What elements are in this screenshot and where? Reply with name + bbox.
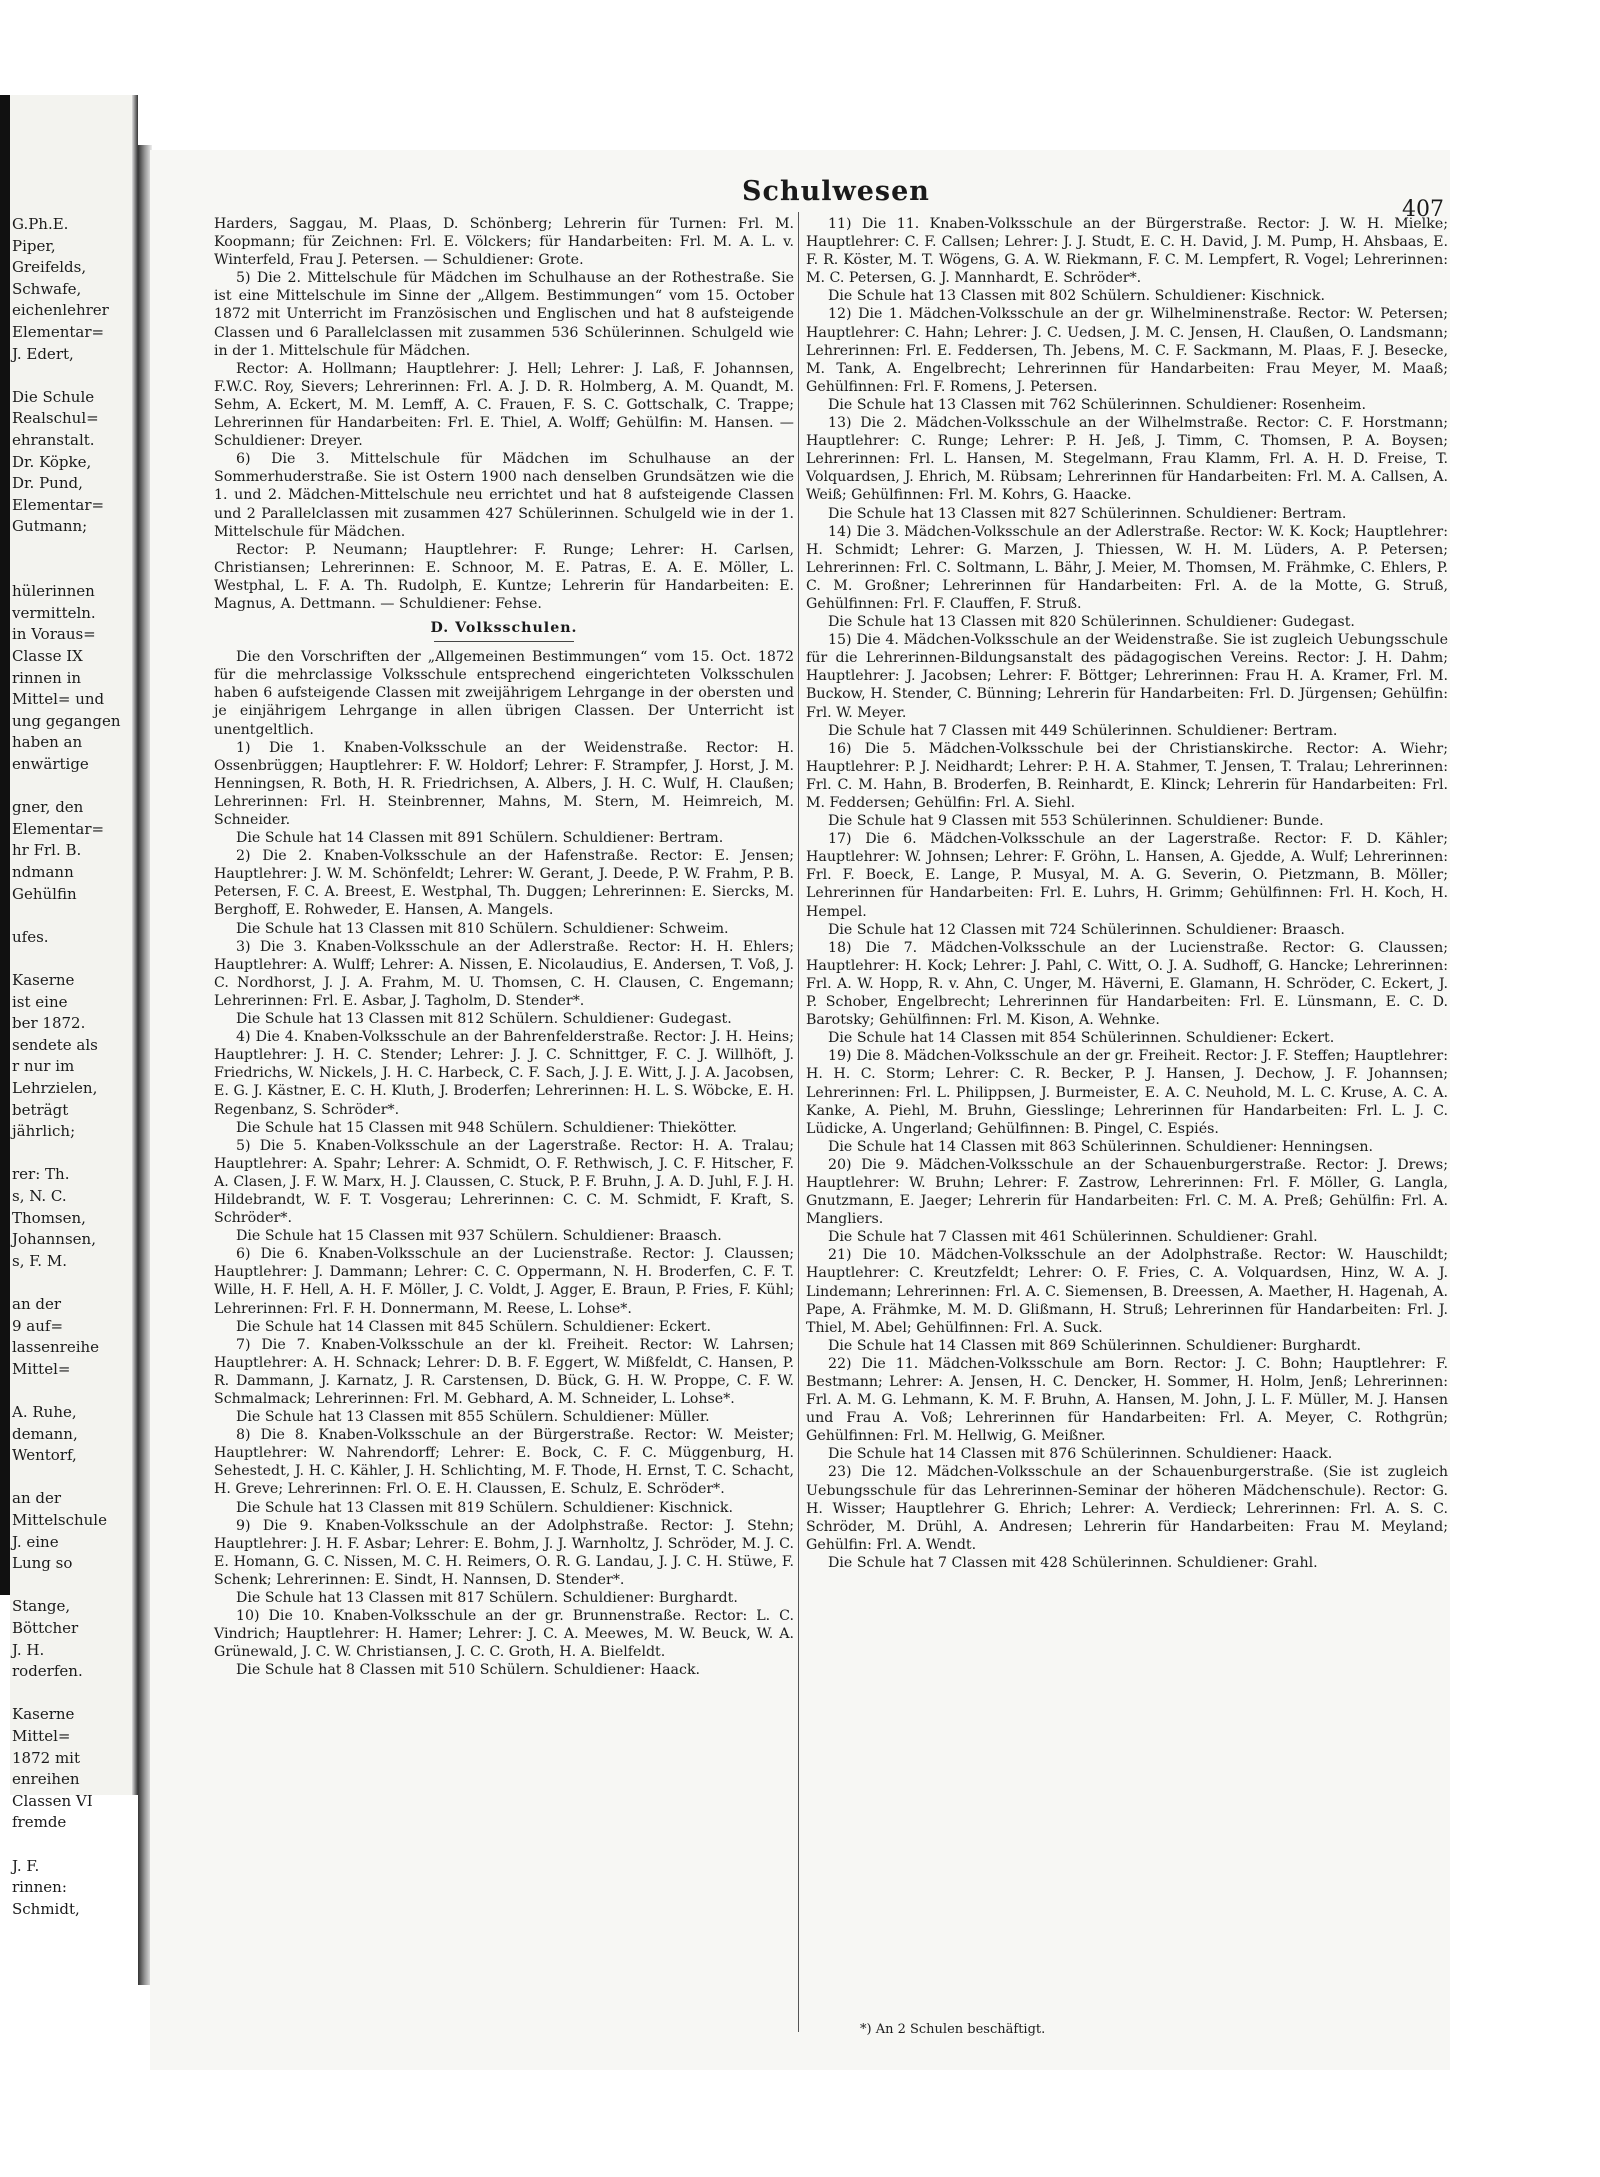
paragraph: Rector: A. Hollmann; Hauptlehrer: J. Hell; Lehrer: J. Laß, F. Johannsen, F.W.C. Roy, Sievers; Lehrerinnen: Frl. A. J. D. R. Holmberg, A. M. Quandt, M. Sehm, A. Eckert, M. M. Lemff, A. C. Frauen, F. S. C. Gottschalk, C. Trappe; Lehrerinnen für Handarbeiten: Frl. E. Thiel, A. Wolff; Gehülfin: M. Hansen. — Schuldiener: Dreyer.: [214, 360, 794, 450]
left-page-fragment: s, N. C.: [12, 1187, 67, 1205]
left-page-fragment: Mittel= und: [12, 690, 105, 709]
left-page-fragment: beträgt: [12, 1100, 69, 1119]
left-page-fragment: ndmann: [12, 863, 74, 881]
left-page-fragment: Elementar=: [12, 323, 105, 341]
page-title: Schulwesen: [742, 176, 930, 207]
paragraph: Die Schule hat 7 Classen mit 428 Schülerinnen. Schuldiener: Grahl.: [828, 1554, 1318, 1571]
left-page-fragment: Thomsen,: [12, 1208, 86, 1227]
paragraph: Die Schule hat 14 Classen mit 869 Schülerinnen. Schuldiener: Burghardt.: [828, 1337, 1362, 1354]
left-page-fragment: r nur im: [12, 1057, 75, 1076]
left-page-fragment: haben an: [12, 733, 83, 752]
paragraph: 9) Die 9. Knaben-Volksschule an der Adolphstraße. Rector: J. Stehn; Hauptlehrer: J. H. F. Asbar; Lehrer: E. Bohm, J. J. Warnholtz, J. Schröder, M. J. C. E. Homann, G. C. Nissen, M. C. H. Reimers, O. R. G. Landau, J. J. C. H. Stüwe, F. Schenk; Lehrerinnen: E. Sindt, H. Nannsen, D. Stender*.: [214, 1517, 794, 1588]
paragraph: 6) Die 6. Knaben-Volksschule an der Lucienstraße. Rector: J. Claussen; Hauptlehrer: J. Dammann; Lehrer: C. C. Oppermann, N. H. Broderfen, C. F. T. Wille, H. F. Hell, A. H. F. Möller, J. C. Voldt, J. Agger, E. Braun, P. Fries, F. Kühl; Lehrerinnen: Frl. F. H. Donnermann, M. Reese, L. Lohse*.: [214, 1246, 794, 1317]
paragraph: Die Schule hat 8 Classen mit 510 Schülern. Schuldiener: Haack.: [236, 1662, 701, 1679]
paragraph: 20) Die 9. Mädchen-Volksschule an der Schauenburgerstraße. Rector: J. Drews; Hauptlehrer: W. Bruhn; Lehrer: F. Zastrow, Lehrerinnen: Frl. F. Möller, G. Langla, Gnutzmann, E. Jaeger; Lehrerin für Handarbeiten: Frl. C. M. A. Preß; Gehülfin: Frl. A. Mangliers.: [806, 1156, 1448, 1228]
left-page-fragment: eichenlehrer: [12, 301, 109, 320]
paragraph: Die Schule hat 13 Classen mit 820 Schülerinnen. Schuldiener: Gudegast.: [828, 614, 1355, 631]
scan-margin: [0, 95, 10, 1595]
left-page-fragment: Classen VI: [12, 1791, 93, 1810]
left-page-fragment: Böttcher: [12, 1619, 79, 1637]
left-page-fragment: rer: Th.: [12, 1165, 70, 1184]
paragraph: 11) Die 11. Knaben-Volksschule an der Bürgerstraße. Rector: J. W. H. Mielke; Hauptlehrer: C. F. Callsen; Lehrer: J. J. Studt, E. C. H. David, J. M. Pump, H. Ahsbaas, E. F. R. Köster, M. T. Wögens, G. A. W. Riekmann, F. C. M. Lempfert, R. Vogel; Lehrerinnen: M. C. Petersen, G. J. Mannhardt, E. Schröder*.: [806, 216, 1448, 287]
heading-rule: [434, 641, 574, 642]
paragraph: Die Schule hat 13 Classen mit 762 Schülerinnen. Schuldiener: Rosenheim.: [828, 396, 1367, 413]
paragraph: 5) Die 5. Knaben-Volksschule an der Lagerstraße. Rector: H. A. Tralau; Hauptlehrer: A. Spahr; Lehrer: A. Schmidt, O. F. Rethwisch, J. C. F. Hitscher, F. A. Clasen, J. F. W. Marx, H. J. Claussen, C. Stuck, P. F. Bruhn, J. A. D. Juhl, F. J. H. Hildebrandt, W. F. T. Vosgerau; Lehrerinnen: C. C. M. Schmidt, F. Kraft, S. Schröder*.: [214, 1137, 794, 1227]
left-page-fragment: J. F.: [12, 1856, 40, 1875]
left-page-fragment: J. H.: [12, 1640, 45, 1659]
left-page-fragment: Gutmann;: [12, 517, 88, 536]
left-page-fragment: hr Frl. B.: [12, 841, 82, 860]
paragraph: Die Schule hat 13 Classen mit 819 Schülern. Schuldiener: Kischnick.: [236, 1499, 733, 1516]
left-page-fragment: Elementar=: [12, 495, 105, 514]
left-page-fragment: Mittel=: [12, 1359, 71, 1378]
paragraph: Die Schule hat 14 Classen mit 891 Schülern. Schuldiener: Bertram.: [236, 830, 724, 847]
left-page-fragment: enreihen: [12, 1770, 80, 1789]
paragraph: 18) Die 7. Mädchen-Volksschule an der Lucienstraße. Rector: G. Claussen; Hauptlehrer: H. Kock; Lehrer: J. Pahl, C. Witt, O. J. A. Sudhoff, G. Hancke; Lehrerinnen: Frl. A. W. Hopp, R. v. Ahn, C. Unger, M. Häverni, E. Glamann, H. Schröder, C. Eckert, J. P. Schober, Engelbrecht; Lehrerinnen für Handarbeiten: Frl. E. Lünsmann, E. C. D. Barotsky; Gehülfinnen: Frl. M. Kison, A. Wehnke.: [806, 939, 1448, 1029]
paragraph: 13) Die 2. Mädchen-Volksschule an der Wilhelmstraße. Rector: C. F. Horstmann; Hauptlehrer: C. Runge; Lehrer: P. H. Jeß, J. Timm, C. Thomsen, P. A. Boysen; Lehrerinnen: Frl. L. Hansen, M. Stegelmann, Frau Klamm, Frl. A. H. D. Freise, T. Volquardsen, J. Ehrich, M. Rübsam; Lehrerinnen für Handarbeiten: Frl. M. A. Callsen, A. Weiß; Gehülfinnen: Frl. M. Kohrs, G. Haacke.: [806, 415, 1448, 504]
paragraph: Die Schule hat 7 Classen mit 449 Schülerinnen. Schuldiener: Bertram.: [828, 722, 1338, 739]
paragraph: Die Schule hat 12 Classen mit 724 Schülerinnen. Schuldiener: Braasch.: [828, 921, 1345, 938]
left-page-fragment: ber 1872.: [12, 1014, 86, 1033]
left-page-fragment: Elementar=: [12, 819, 105, 838]
left-page-fragment: sendete als: [12, 1035, 98, 1054]
paragraph: Die Schule hat 7 Classen mit 461 Schülerinnen. Schuldiener: Grahl.: [828, 1229, 1318, 1246]
section-heading: D. Volksschulen.: [430, 620, 578, 637]
paragraph: 21) Die 10. Mädchen-Volksschule an der Adolphstraße. Rector: W. Hauschildt; Hauptlehrer: C. Kreutzfeldt; Lehrer: O. F. Fries, C. A. Volquardsen, Hinz, W. A. J. Lindemann; Lehrerinnen: Frl. A. C. Siemensen, B. Dreessen, A. Maether, H. Hagenah, A. Pape, A. Frähmke, M. M. D. Glißmann, H. Struß; Lehrerinnen für Handarbeiten: Frl. J. Thiel, M. Abel; Gehülfinnen: Frl. A. Suck.: [806, 1247, 1448, 1336]
paragraph: 16) Die 5. Mädchen-Volksschule bei der Christianskirche. Rector: A. Wiehr; Hauptlehrer: P. J. Neidhardt; Lehrer: P. H. A. Stahmer, T. Jensen, T. Tralau; Lehrerinnen: Frl. C. M. Hahn, B. Broderfen, B. Reinhardt, E. Klinck; Lehrerin für Handarbeiten: Frl. M. Feddersen; Gehülfin: Frl. A. Siehl.: [806, 740, 1448, 811]
paragraph: 1) Die 1. Knaben-Volksschule an der Weidenstraße. Rector: H. Ossenbrüggen; Hauptlehrer: F. W. Holdorf; Lehrer: F. Strampfer, J. Horst, J. M. Henningsen, R. Both, H. R. Friedrichsen, A. Albers, J. H. C. Wulf, H. Claußen; Lehrerinnen: Frl. H. Steinbrenner, Mahns, M. Stern, M. Heimreich, M. Schneider.: [214, 739, 794, 828]
paragraph: 23) Die 12. Mädchen-Volksschule an der Schauenburgerstraße. (Sie ist zugleich Uebungsschule für das Lehrerinnen-Seminar der höheren Mädchenschule). Rector: G. H. Wisser; Hauptlehrer G. Ehrich; Lehrer: A. Verdieck; Lehrerinnen: Frl. A. S. C. Schröder, M. Drühl, A. Andresen; Lehrerin für Handarbeiten: Frau M. Meyland; Gehülfin: Frl. A. Wendt.: [806, 1464, 1448, 1553]
left-page-edge: [10, 95, 138, 1918]
left-page-fragment: rinnen in: [12, 668, 82, 687]
left-page-fragment: vermitteln.: [12, 603, 96, 622]
left-page-fragment: Classe IX: [12, 647, 83, 665]
paragraph: Die Schule hat 9 Classen mit 553 Schülerinnen. Schuldiener: Bunde.: [828, 813, 1324, 830]
left-page-fragment: Schmidt,: [12, 1899, 80, 1918]
paragraph: 3) Die 3. Knaben-Volksschule an der Adlerstraße. Rector: H. H. Ehlers; Hauptlehrer: A. Wulff; Lehrer: A. Nissen, E. Nicolaudius, E. Andersen, T. Voß, J. C. Nordhorst, J. J. A. Frahm, M. U. Thomsen, C. H. Clausen, C. Engemann; Lehrerinnen: Frl. E. Asbar, J. Tagholm, D. Stender*.: [214, 938, 794, 1009]
paragraph: Rector: P. Neumann; Hauptlehrer: F. Runge; Lehrer: H. Carlsen, Christiansen; Lehrerinnen: E. Schnoor, M. E. Patras, E. A. E. Möller, L. Westphal, L. F. A. Th. Rudolph, E. Kuntze; Lehrerin für Handarbeiten: E. Magnus, A. Dettmann. — Schuldiener: Fehse.: [214, 541, 794, 612]
left-page-fragment: rinnen:: [12, 1878, 67, 1897]
left-page-fragment: G.Ph.E.: [12, 215, 69, 233]
column-divider: [798, 212, 799, 2032]
left-page-fragment: 1872 mit: [12, 1748, 80, 1767]
paragraph: 14) Die 3. Mädchen-Volksschule an der Adlerstraße. Rector: W. K. Kock; Hauptlehrer: H. Schmidt; Lehrer: G. Marzen, J. Thiessen, W. H. M. Lüders, A. P. Petersen; Lehrerinnen: Frl. C. Soltmann, L. Bähr, J. Meier, M. Thomsen, M. Frähmke, C. Ehlers, P. C. M. Großner; Lehrerinnen für Handarbeiten: Frl. A. de la Motte, G. Struß, Gehülfinnen: Frl. F. Clauffen, F. Struß.: [806, 523, 1448, 612]
left-page-fragment: Dr. Pund,: [12, 474, 83, 493]
left-column: [214, 215, 794, 1680]
left-page-fragment: Die Schule: [12, 387, 95, 406]
left-page-fragment: s, F. M.: [12, 1251, 67, 1270]
left-page-fragment: J. eine: [12, 1532, 59, 1551]
right-column: [806, 215, 1448, 1572]
left-page-fragment: lassenreihe: [12, 1338, 100, 1357]
paragraph: Die Schule hat 13 Classen mit 802 Schülern. Schuldiener: Kischnick.: [828, 288, 1325, 305]
left-page-fragment: fremde: [12, 1813, 67, 1832]
paragraph: Die Schule hat 14 Classen mit 876 Schülerinnen. Schuldiener: Haack.: [828, 1446, 1333, 1463]
left-page-fragment: roderfen.: [12, 1662, 83, 1681]
paragraph: Die Schule hat 13 Classen mit 812 Schülern. Schuldiener: Gudegast.: [236, 1011, 732, 1028]
left-page-fragment: Lehrzielen,: [12, 1079, 98, 1097]
footnote: *) An 2 Schulen beschäftigt.: [860, 2022, 1046, 2037]
paragraph: Die Schule hat 13 Classen mit 810 Schülern. Schuldiener: Schweim.: [236, 920, 729, 937]
paragraph: Die Schule hat 14 Classen mit 863 Schülerinnen. Schuldiener: Henningsen.: [828, 1138, 1374, 1155]
paragraph: 10) Die 10. Knaben-Volksschule an der gr. Brunnenstraße. Rector: L. C. Vindrich; Hauptlehrer: H. Hamer; Lehrer: J. C. A. Meewes, M. W. Beuck, W. A. Grünewald, J. C. W. Christiansen, J. C. C. Groth, H. A. Bielfeldt.: [214, 1608, 794, 1661]
left-page-fragment: gner, den: [12, 798, 84, 817]
paragraph: Die Schule hat 15 Classen mit 937 Schülern. Schuldiener: Braasch.: [236, 1228, 722, 1245]
paragraph: 7) Die 7. Knaben-Volksschule an der kl. Freiheit. Rector: W. Lahrsen; Hauptlehrer: A. H. Schnack; Lehrer: D. B. F. Eggert, W. Mißfeldt, C. Hansen, P. R. Dammann, J. Karnatz, J. R. Carstensen, D. Bück, G. H. W. Proppe, C. F. W. Schmalmack; Lehrerinnen: Frl. M. Gebhard, A. M. Schneider, L. Lohse*.: [214, 1336, 794, 1407]
left-page-fragment: an der: [12, 1489, 62, 1508]
left-page-fragment: Schwafe,: [12, 279, 82, 298]
left-page-fragment: enwärtige: [12, 755, 89, 773]
left-page-fragment: Wentorf,: [12, 1446, 77, 1465]
paragraph: Die Schule hat 15 Classen mit 948 Schülern. Schuldiener: Thiekötter.: [236, 1119, 737, 1136]
paragraph: Harders, Saggau, M. Plaas, D. Schönberg; Lehrerin für Turnen: Frl. M. Koopmann; für Zeichnen: Frl. E. Völckers; für Handarbeiten: Frl. M. A. L. v. Winterfeld, Frau J. Petersen. — Schuldiener: Grote.: [214, 216, 794, 269]
left-page-fragment: Dr. Köpke,: [12, 452, 92, 471]
paragraph: Die Schule hat 13 Classen mit 827 Schülerinnen. Schuldiener: Bertram.: [828, 505, 1347, 522]
paragraph: 6) Die 3. Mittelschule für Mädchen im Schulhause an der Sommerhuderstraße. Sie ist Ostern 1900 nach denselben Grundsätzen wie die 1. und 2. Mädchen-Mittelschule neu errichtet und hat 8 aufsteigende Classen und 2 Parallelclassen mit zusammen 427 Schülerinnen. Schulgeld wie in der 1. Mittelschule für Mädchen.: [214, 451, 794, 540]
left-page-fragment: in Voraus=: [12, 625, 96, 644]
paragraph: 5) Die 2. Mittelschule für Mädchen im Schulhause an der Rothestraße. Sie ist eine Mittelschule im Sinne der „Allgem. Bestimmungen“ vom 15. October 1872 mit Unterricht im Französischen und Englischen und hat 8 aufsteigende Classen und 6 Parallelclassen mit zusammen 536 Schülerinnen. Schulgeld wie in der 1. Mittelschule für Mädchen.: [214, 270, 794, 359]
left-page-fragment: Mittelschule: [12, 1511, 107, 1529]
paragraph: 4) Die 4. Knaben-Volksschule an der Bahrenfelderstraße. Rector: J. H. Heins; Hauptlehrer: J. H. C. Stender; Lehrer: J. J. C. Schnittger, F. C. J. Willhöft, J. Friedrichs, W. Nickels, J. H. C. Harbeck, C. F. Sach, J. J. E. Witt, J. J. A. Jacobsen, E. G. J. Kästner, E. C. H. Kluth, J. Broderfen; Lehrerinnen: H. L. S. Wöbcke, E. H. Regenbanz, S. Schröder*.: [214, 1029, 794, 1118]
paragraph: 22) Die 11. Mädchen-Volksschule am Born. Rector: J. C. Bohn; Hauptlehrer: F. Bestmann; Lehrer: A. Jensen, H. C. Dencker, H. Sommer, H. Holm, Jenß; Lehrerinnen: Frl. A. M. G. Lehmann, K. M. F. Bruhn, A. Hansen, M. John, J. L. F. Müller, M. J. Hansen und Frau A. Voß; Lehrerinnen für Handarbeiten: Frl. A. Meyer, C. Rothgrün; Gehülfinnen: Frl. M. Hellwig, G. Meißner.: [806, 1355, 1448, 1445]
left-page-fragment: Kaserne: [12, 971, 75, 989]
left-page-fragment: jährlich;: [12, 1122, 76, 1141]
left-page-fragment: demann,: [12, 1424, 78, 1443]
left-page-fragment: Johannsen,: [12, 1230, 96, 1249]
left-page-fragment: ufes.: [12, 927, 49, 946]
left-page-fragment: Gehülfin: [12, 884, 77, 903]
left-page-fragment: Stange,: [12, 1597, 71, 1616]
paragraph: 8) Die 8. Knaben-Volksschule an der Bürgerstraße. Rector: W. Meister; Hauptlehrer: W. Nahrendorff; Lehrer: E. Bock, C. F. C. Müggenburg, H. Sehestedt, J. H. C. Kähler, J. H. Schlichting, M. F. Thode, H. Ernst, T. C. Schacht, H. Greve; Lehrerinnen: Frl. O. E. H. Claussen, E. Schulz, E. Schröder*.: [214, 1427, 794, 1498]
left-page-fragment: hülerinnen: [12, 582, 95, 601]
paragraph: Die den Vorschriften der „Allgemeinen Bestimmungen“ vom 15. Oct. 1872 für die mehrclassige Volksschule entsprechend eingerichteten Volksschulen haben 6 aufsteigende Classen mit zweijährigem Lehrgange in der obersten und je einjährigem Lehrgange in allen übrigen Classen. Der Unterricht ist unentgeltlich.: [214, 649, 794, 738]
left-page-fragment: Piper,: [12, 236, 56, 255]
page-number: 407: [1402, 197, 1444, 222]
left-page-fragment: ehranstalt.: [12, 431, 95, 449]
left-page-fragment: Lung so: [12, 1554, 73, 1573]
paragraph: 2) Die 2. Knaben-Volksschule an der Hafenstraße. Rector: E. Jensen; Hauptlehrer: J. W. M. Schönfeldt; Lehrer: W. Gerant, J. Deede, P. W. Frahm, P. B. Petersen, F. C. A. Breest, E. Westphal, Th. Duggen; Lehrerinnen: E. Siercks, M. Berghoff, E. Rohweder, E. Hansen, A. Mangels.: [214, 848, 794, 919]
paragraph: Die Schule hat 13 Classen mit 855 Schülern. Schuldiener: Müller.: [236, 1409, 710, 1426]
left-page-fragment: Kaserne: [12, 1705, 75, 1724]
left-page-fragment: 9 auf=: [12, 1316, 64, 1335]
left-page-fragment: Mittel=: [12, 1727, 71, 1745]
paragraph: 19) Die 8. Mädchen-Volksschule an der gr. Freiheit. Rector: J. F. Steffen; Hauptlehrer: H. H. C. Storm; Lehrer: C. R. Becker, P. J. Hansen, J. Dechow, J. F. Johannsen; Lehrerinnen: Frl. L. Philippsen, J. Burmeister, E. A. C. Neuhold, M. L. C. Kruse, A. C. A. Kanke, A. Piehl, M. Bruhn, Giesslinge; Lehrerinnen für Handarbeiten: Frl. L. J. C. Lüdicke, A. Ungerland; Gehülfinnen: B. Pingel, C. Espiés.: [806, 1048, 1448, 1137]
paragraph: Die Schule hat 14 Classen mit 854 Schülerinnen. Schuldiener: Eckert.: [828, 1030, 1335, 1047]
left-page-fragment: Greifelds,: [12, 258, 87, 277]
paragraph: 15) Die 4. Mädchen-Volksschule an der Weidenstraße. Sie ist zugleich Uebungsschule für die Lehrerinnen-Bildungsanstalt des pädagogischen Vereins. Rector: J. H. Dahm; Hauptlehrer: J. Jacobsen; Lehrer: F. Böttger; Lehrerinnen: Frau H. A. Kramer, Frl. M. Buckow, H. Stender, C. Bünning; Lehrerin für Handarbeiten: Frl. D. Jürgensen; Gehülfin: Frl. W. Meyer.: [806, 632, 1448, 721]
left-page-fragment: an der: [12, 1295, 62, 1313]
paragraph: Die Schule hat 13 Classen mit 817 Schülern. Schuldiener: Burghardt.: [236, 1590, 738, 1607]
left-page-fragment: A. Ruhe,: [12, 1403, 77, 1421]
left-page-fragment: ist eine: [12, 992, 68, 1011]
left-page-fragment: Realschul=: [12, 409, 99, 428]
paragraph: 12) Die 1. Mädchen-Volksschule an der gr. Wilhelminenstraße. Rector: W. Petersen; Hauptlehrer: C. Hahn; Lehrer: J. C. Uedsen, J. M. C. Jensen, H. Claußen, O. Landsmann; Lehrerinnen: Frl. E. Feddersen, Th. Jebens, M. C. F. Sackmann, M. Plaas, F. J. Besecke, M. Tank, A. Engelbrecht; Lehrerinnen für Handarbeiten: Frau Meyer, M. Maaß; Gehülfinnen: Frl. F. Romens, J. Petersen.: [806, 306, 1448, 395]
left-page-fragment: J. Edert,: [12, 344, 74, 363]
paragraph: Die Schule hat 14 Classen mit 845 Schülern. Schuldiener: Eckert.: [236, 1318, 712, 1335]
left-page-fragment: ung gegangen: [12, 711, 121, 730]
paragraph: 17) Die 6. Mädchen-Volksschule an der Lagerstraße. Rector: F. D. Kähler; Hauptlehrer: W. Johnsen; Lehrer: F. Gröhn, L. Hansen, A. Gjedde, A. Wulf; Lehrerinnen: Frl. F. Boeck, E. Lange, P. Musyal, M. A. G. Severin, O. Pietzmann, B. Möller; Lehrerinnen für Handarbeiten: Frl. E. Luhrs, H. Grimm; Gehülfinnen: Frl. H. Koch, H. Hempel.: [806, 831, 1448, 920]
